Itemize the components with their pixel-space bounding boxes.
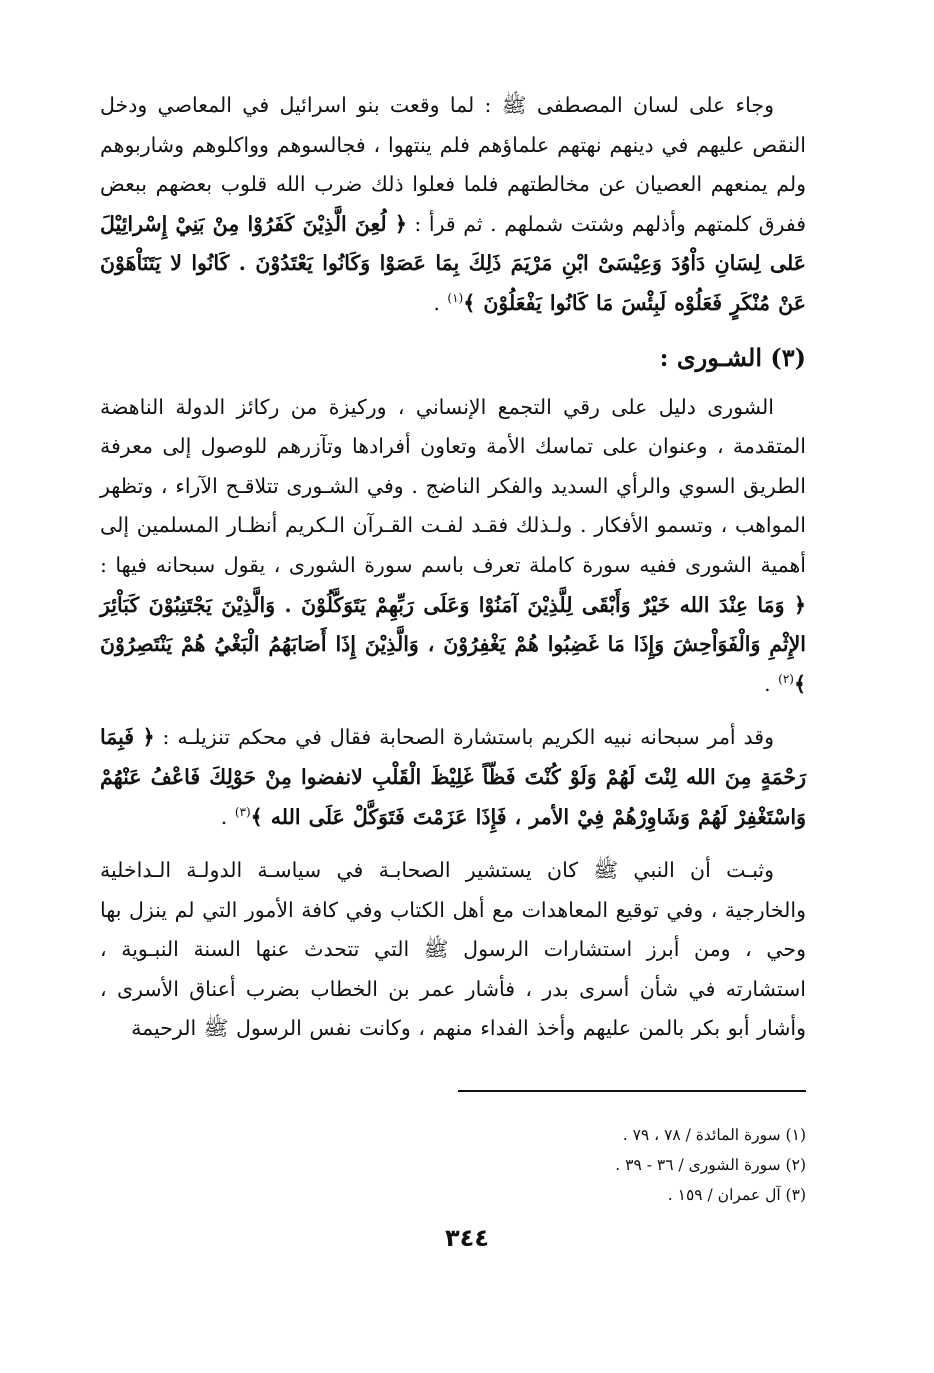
paragraph-text: وقد أمر سبحانه نبيه الكريم باستشارة الصحابة فقال في محكم تنزيلـه : [154, 725, 775, 750]
paragraph-end: . [220, 804, 235, 829]
paragraph-prophet-consultation: وثبـت أن النبي ﷺ كان يستشير الصحابـة في سياسـة الدولـة الـداخلية والخارجية ، وفي توقيع المعاهدات مع أهل الكتاب وفي كافة الأمور التي لم ينزل بها وحي ، ومن أبرز استشارات الرسول ﷺ التي تتحدث عنها السنة النبـوية ، استشارته في شأن أسرى بدر ، فأشار عمر بن الخطاب بضرب أعناق الأسرى ، وأشار أبو بكر بالمن عليهم وأخذ الفداء منهم ، وكانت نفس الرسول ﷺ الرحيمة [100, 858, 806, 1041]
section-heading: (٣) الشـورى : [659, 342, 806, 372]
quran-verse: ﴿ وَمَا عِنْدَ الله خَيْرٌ وَأَبْقَى لِلَّذِيْنَ آمَنُوْا وَعَلَى رَبِّهِمْ يَتَوَكَّلُوْنَ . وَالَّذِيْنَ يَجْتَنِبُوْنَ كَبَاْئِرَ الإِثْمِ وَالْفَوَاْحِشَ وَإِذَا مَا غَضِبُوا هُمْ يَغْفِرُوْنَ ، وَالَّذِيْنَ إِذَا أَصَابَهُمُ الْبَغْيُ هُمْ يَنْتَصِرُوْنَ ﴾ [100, 592, 806, 696]
paragraph-israelites [100, 86, 806, 324]
paragraph-text: الشورى دليل على رقي التجمع الإنساني ، وركيزة من ركائز الدولة الناهضة المتقدمة ، وعنوان على تماسك الأمة وتعاون أفرادها وتآزرهم للوصول إلى معرفة الطريق السوي والرأي السديد والفكر الناضج . وفي الشـورى تتلاقـح الآراء ، وتظهر المواهب ، وتسمو الأفكار . ولـذلك فقـد لفـت القـرآن الـكريم أنظـار المسلمين إلى أهمية الشورى ففيه سورة كاملة تعرف باسم سورة الشورى ، يقول سبحانه فيها : [100, 394, 806, 577]
quran-verse: ﴿ لُعِنَ الَّذِيْنَ كَفَرُوْا مِنْ بَنِيْ إِسْرائِيْلَ عَلى لِسَانِ دَاْوُدَ وَعِيْسَىْ ابْنِ مَرْيَمَ ذَلِكَ بِمَا عَصَوْا وَكَانُوا يَعْتَدُوْنَ . كَانُوا لا يَتَنَاْهَوْنَ عَنْ مُنْكَرٍ فَعَلُوْه لَبِئْسَ مَا كَانُوا يَفْعَلُوْنَ ﴾ [100, 211, 806, 315]
footnote-divider [458, 1090, 806, 1092]
paragraph-shura [100, 388, 806, 705]
page-number: ٣٤٤ [445, 1224, 489, 1252]
footnote-ref: (١) [447, 291, 464, 306]
footnote-ref: (٣) [234, 804, 251, 819]
footnote-2: (٢) سورة الشورى / ٣٦ - ٣٩ . [615, 1156, 806, 1174]
footnote-1: (١) سورة المائدة / ٧٨ ، ٧٩ . [622, 1126, 806, 1144]
paragraph-text: وجاء على لسان المصطفى ﷺ : لما وقعت بنو اسرائيل في المعاصي ودخل النقص عليهم في دينهم نهتهم علماؤهم فلم ينتهوا ، فجالسوهم وواكلوهم وشاربوهم ولم يمنعهم العصيان عن مخالطتهم فلما فعلوا ذلك ضرب الله قلوب بعضهم ببعض ففرق كلمتهم وأذلهم وشتت شملهم . ثم قرأ : [100, 93, 806, 236]
paragraph-consultation-order [100, 718, 806, 837]
footnotes [206, 1120, 806, 1210]
quran-verse: ﴿ فَبِمَا رَحْمَةٍ مِنَ الله لِنْتَ لَهُمْ وَلَوْ كُنْتَ فَظّاً غَلِيْظَ الْقَلْبِ لانفضوا مِنْ حَوْلِكَ فَاعْفُ عَنْهُمْ وَاسْتَغْفِرْ لَهُمْ وَشَاوِرْهُمْ فِيْ الأمر ، فَإِذَا عَزَمْتَ فَتَوَكَّلْ عَلَى الله ﴾ [100, 725, 806, 829]
footnote-3: (٣) آل عمران / ١٥٩ . [667, 1186, 806, 1204]
footnote-ref: (٢) [778, 671, 794, 686]
paragraph-end: . [764, 671, 779, 696]
paragraph-end: . [433, 290, 448, 315]
